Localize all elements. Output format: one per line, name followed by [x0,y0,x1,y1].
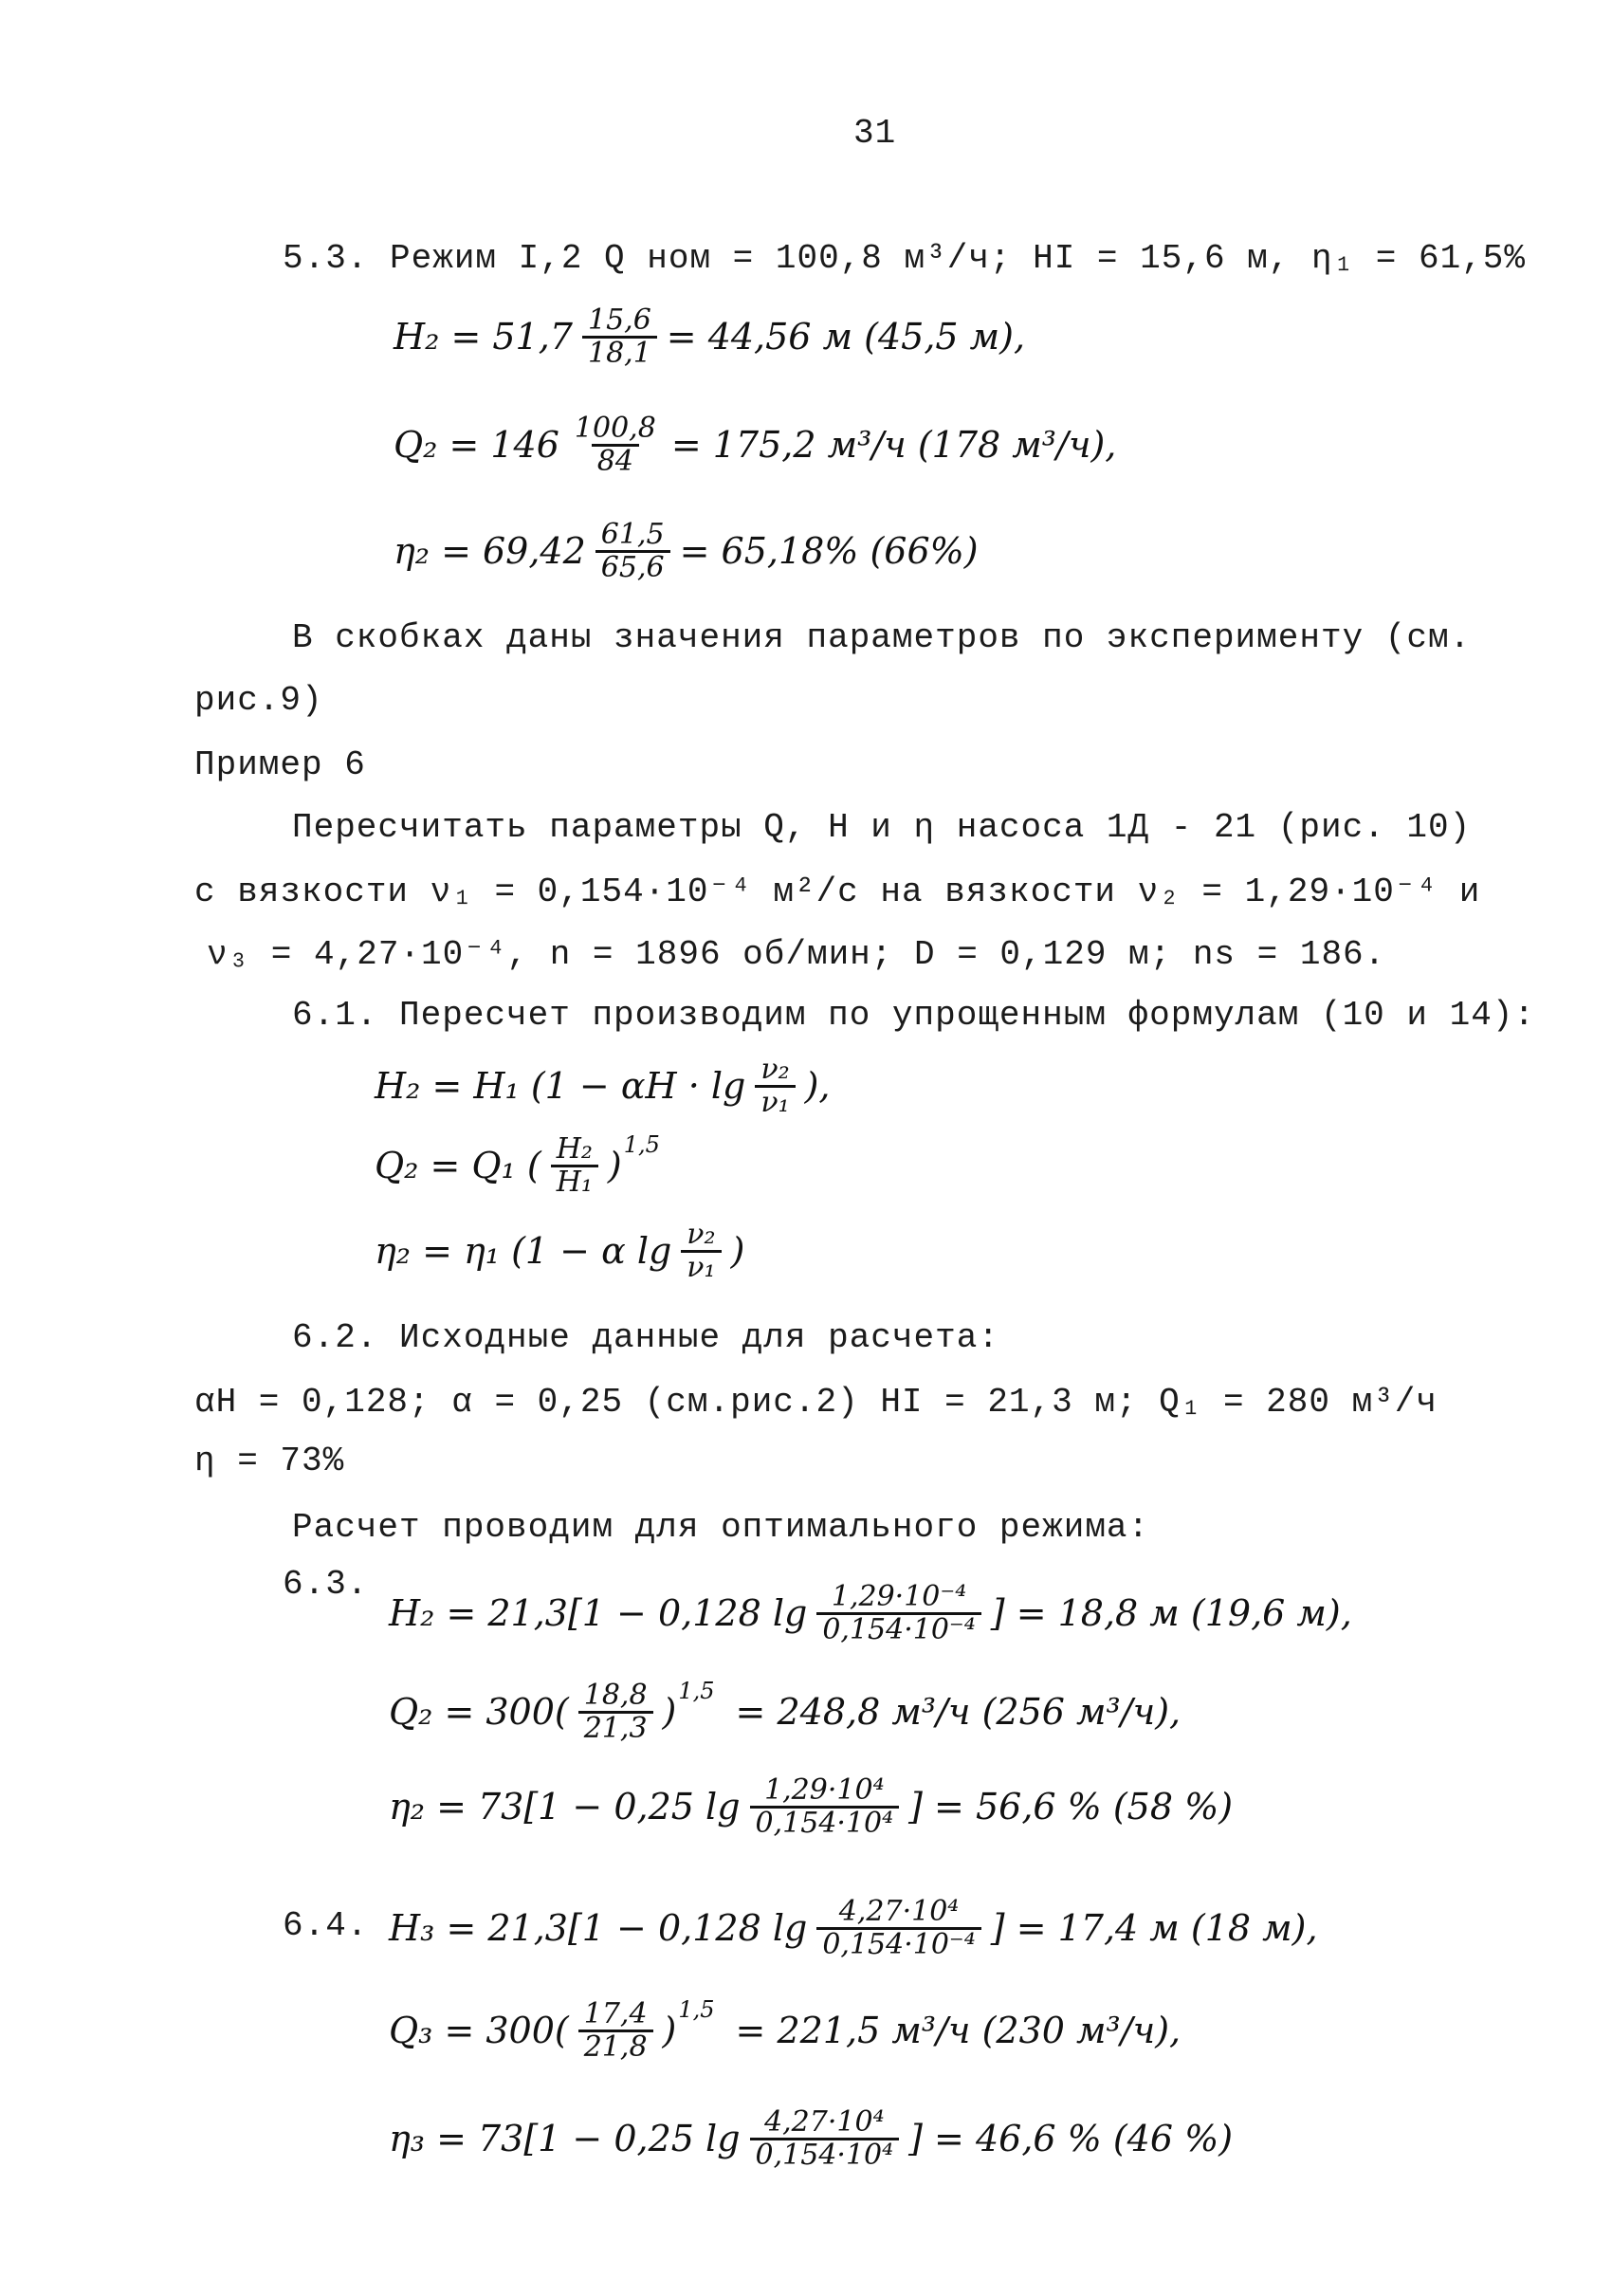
formula-h2: H₂ = 51,7 $\frac{15,6}{18,1}$ = 44,56 м (45,5 м), [394,303,1026,370]
formula-6-4-eta: η₃ = 73[1 − 0,25 lg 4,27·10⁴ 0,154·10⁴ ] = 46,6 % (46 %) [389,2105,1234,2172]
source-data-line-1: αH = 0,128; α = 0,25 (см.рис.2) HI = 21,3 м; Q₁ = 280 м³/ч [194,1383,1438,1422]
example-6-line-1: Пересчитать параметры Q, H и η насоса 1Д - 21 (рис. 10) [292,808,1472,847]
formula-eta2: η₂ = 69,42 $\frac{61,5}{65,6}$ = 65,18% (66%) [394,518,979,584]
formula-6-4-q: Q₃ = 300( 17,4 21,8 ) 1,5 = 221,5 м³/ч (230 м³/ч), [389,1996,1182,2064]
section-6-3-label: 6.3. [283,1565,369,1604]
formula-6-4-h: H₃ = 21,3[1 − 0,128 lg 4,27·10⁴ 0,154·10⁻⁴ ] = 17,4 м (18 м), [389,1895,1318,1961]
source-data-line-2: η = 73% [194,1442,345,1480]
page-number: 31 [853,114,897,153]
example-6-line-2: с вязкости ν₁ = 0,154·10⁻⁴ м²/с на вязкости ν₂ = 1,29·10⁻⁴ и [194,872,1481,911]
section-6-2-line: 6.2. Исходные данные для расчета: [292,1318,999,1357]
section-6-1-line: 6.1. Пересчет производим по упрощенным формулам (10 и 14): [292,996,1536,1035]
formula-6-3-h: H₂ = 21,3[1 − 0,128 lg 1,29·10⁻⁴ 0,154·10⁻⁴ ] = 18,8 м (19,6 м), [389,1580,1352,1646]
formula-6-3-q: Q₂ = 300( 18,8 21,3 ) 1,5 = 248,8 м³/ч (256 м³/ч), [389,1678,1182,1745]
formula-6-3-eta: η₂ = 73[1 − 0,25 lg 1,29·10⁴ 0,154·10⁴ ] = 56,6 % (58 %) [389,1773,1234,1840]
paragraph-line-1: В скобках даны значения параметров по эксперименту (см. [292,618,1472,657]
formula-6-1-eta: η₂ = η₁ (1 − α lg ν₂ ν₁ ) [375,1218,745,1284]
section-5-3-line: 5.3. Режим I,2 Q ном = 100,8 м³/ч; HI = 15,6 м, η₁ = 61,5% [283,239,1527,278]
formula-6-1-h: H₂ = H₁ (1 − αH · lg ν₂ ν₁ ), [375,1053,831,1119]
example-6-title: Пример 6 [194,745,366,784]
paragraph-line-2: рис.9) [194,681,323,720]
section-6-4-label: 6.4. [283,1906,369,1945]
formula-6-1-q: Q₂ = Q₁ ( H₂ H₁ ) 1,5 [375,1131,660,1199]
example-6-line-3: ν₃ = 4,27·10⁻⁴, n = 1896 об/мин; D = 0,129 м; ns = 186. [207,935,1386,974]
formula-q2: Q₂ = 146 $\frac{100,8}{84}$ = 175,2 м³/ч (178 м³/ч), [394,412,1117,478]
calc-intro: Расчет проводим для оптимального режима: [292,1508,1150,1547]
